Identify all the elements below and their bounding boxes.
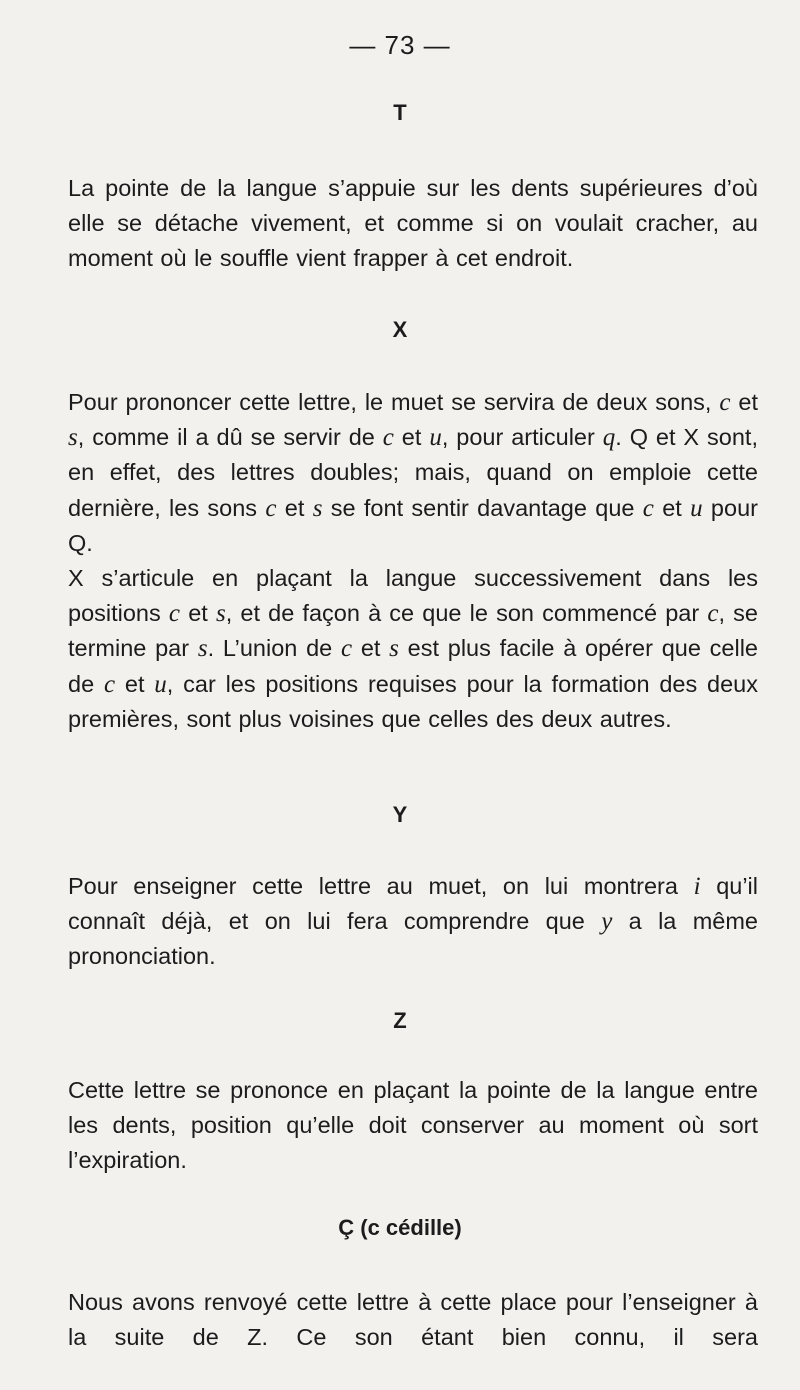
paragraph: X s’articule en plaçant la langue successivement dans les positions c et s, et de façon à ce que le son commencé par c, se termine par s. L’union de c et s est plus facile à opérer que celle de c et u, car les positions requises pour la formation des deux premières, sont plus voisines que celles des deux autres. bbox=[68, 565, 758, 732]
section-heading-z: Z bbox=[393, 1008, 407, 1033]
paragraph: Pour prononcer cette lettre, le muet se servira de deux sons, c et s, comme il a dû se servir de c et u, pour articuler q. Q et X sont, en effet, des lettres doubles; mais, quand on emploie cette dernière, les sons c et s se font sentir davantage que c et u pour Q. bbox=[68, 389, 758, 556]
section-body-t bbox=[68, 171, 758, 277]
section-heading-y: Y bbox=[392, 802, 408, 827]
section-heading-t: T bbox=[393, 100, 407, 125]
section-body-y bbox=[68, 869, 758, 975]
section-heading-c-cedille: Ç (c cédille) bbox=[338, 1215, 462, 1240]
paragraph: Nous avons renvoyé cette lettre à cette place pour l’enseigner à la suite de Z. Ce son étant bien connu, il sera bbox=[68, 1289, 758, 1351]
section-body-x bbox=[68, 385, 758, 737]
paragraph: Pour enseigner cette lettre au muet, on lui montrera i qu’il connaît déjà, et on lui fera comprendre que y a la même prononciation. bbox=[68, 873, 758, 970]
paragraph: La pointe de la langue s’appuie sur les dents supérieures d’où elle se détache vivement, et comme si on voulait cracher, au moment où le souffle vient frapper à cet endroit. bbox=[68, 175, 758, 272]
paragraph: Cette lettre se prononce en plaçant la pointe de la langue entre les dents, position qu’elle doit conserver au moment où sort l’expiration. bbox=[68, 1077, 758, 1174]
section-body-z bbox=[68, 1073, 758, 1179]
section-body-c-cedille bbox=[68, 1285, 758, 1355]
section-heading-x: X bbox=[392, 317, 408, 342]
page-number: — 73 — bbox=[349, 30, 451, 60]
